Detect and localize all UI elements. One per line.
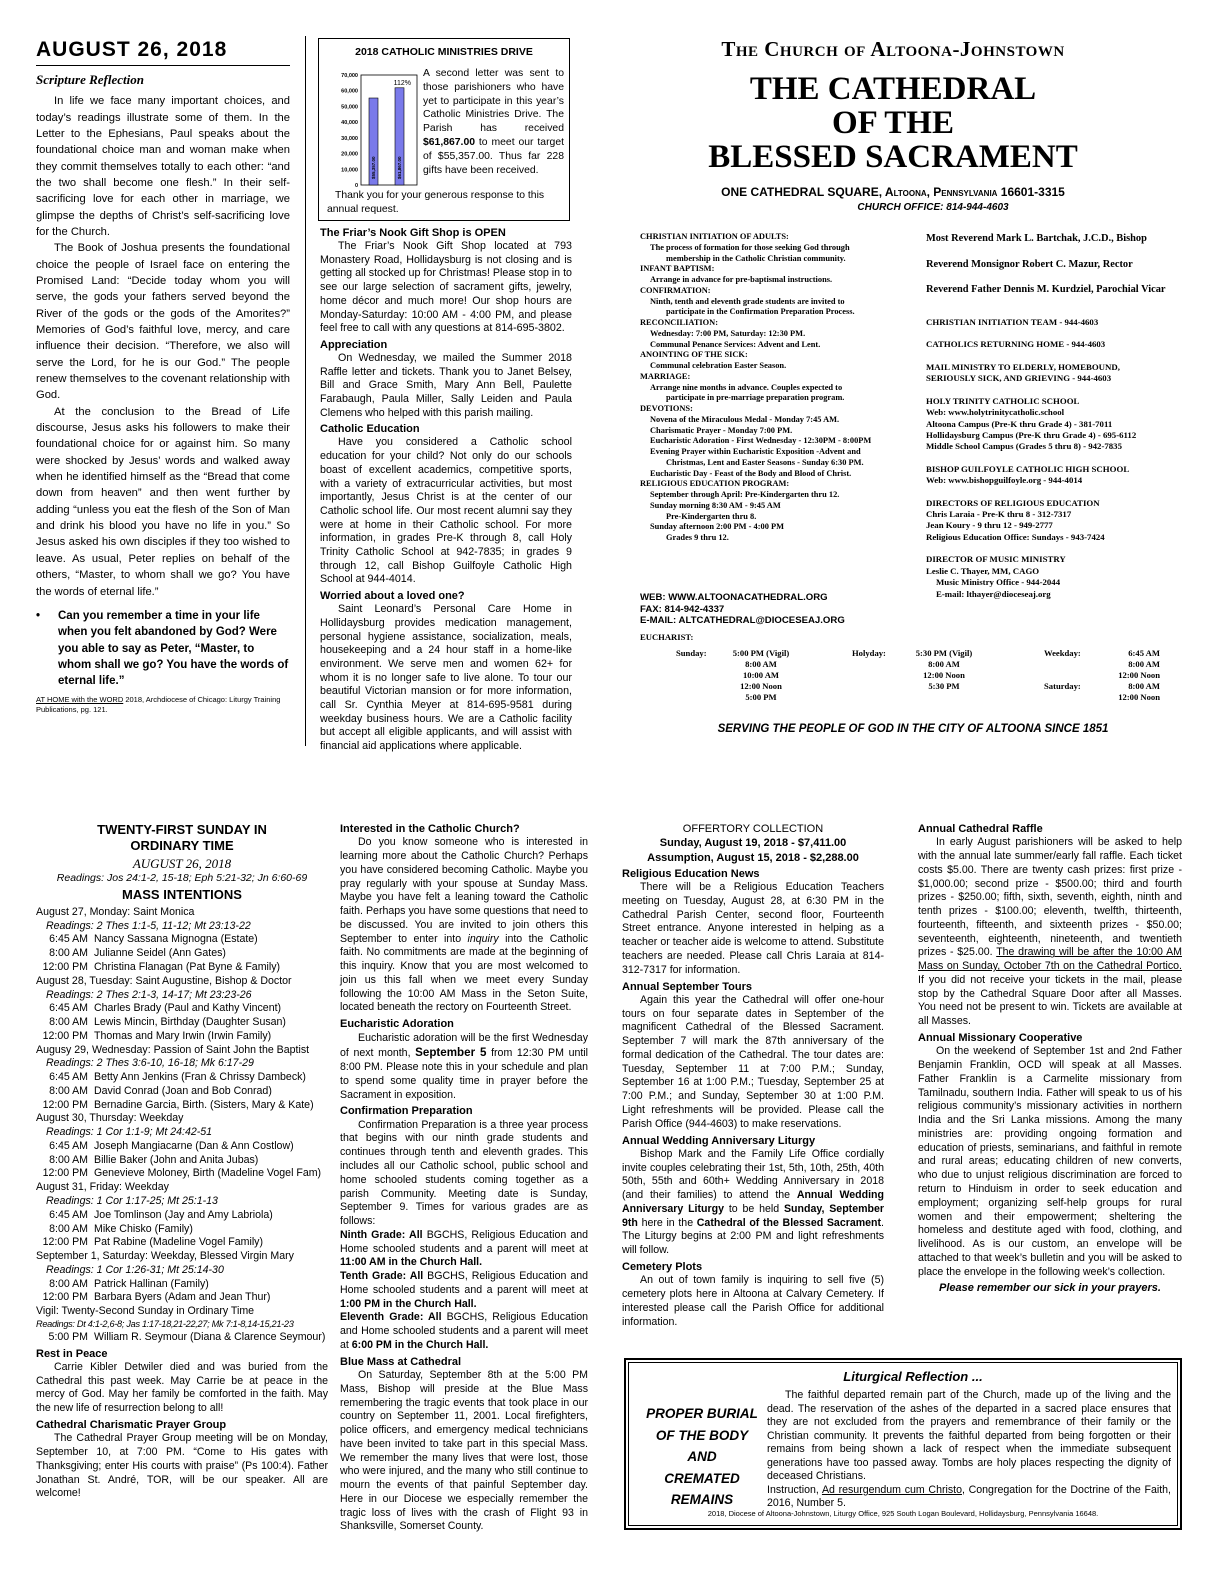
contact-line: DIRECTOR OF MUSIC MINISTRY [926, 554, 1066, 565]
liturgical-reflection-box: Liturgical Reflection ... PROPER BURIAL OF THE BODY AND CREMATED REMAINS The faithful departed remain part of the Church, made up of the living and the dead. The reservation of the ashes of the departed in a sacred place ensures that they are not excluded from the prayers and remembrance of their family or the Christian community. It prevents the faithful departed from being forgotten or their remains from being shown a lack of respect when the immediate subsequent generations have too passed away. Tombs are holy places respecting the dignity of deceased Christians. Instruction, Ad resurgendum cum Christo, Congregation for the Doctrine of the Faith, 2016, Number 5. 2018, Diocese of Altoona-Johnstown, Liturgy Office, 925 South Logan Boulevard, Hollidaysburg, Pennsylvania 16648. [624, 1358, 1182, 1530]
y-tick-label: 60,000 [341, 88, 358, 95]
mass-time: 5:30 PM [928, 681, 960, 691]
contact-line: DIRECTORS OF RELIGIOUS EDUCATION [926, 497, 1100, 508]
sacrament-line: Communal Penance Services: Advent and Lent. [650, 339, 821, 349]
church-office: CHURCH OFFICE: 814-944-4603 [857, 201, 1009, 213]
contact-line: Altoona Campus (Pre-K thru Grade 4) - 381-7011 [926, 418, 1113, 429]
contact-line: Web: www.holytrinitycatholic.school [926, 407, 1065, 418]
clergy-name: Most Reverend Mark L. Bartchak, J.C.D., Bishop [926, 233, 1147, 244]
contact-line: CHRISTIAN INITIATION TEAM - 944-4603 [926, 317, 1099, 327]
sacrament-line: Eucharistic Adoration - First Wednesday - 12:30PM - 8:00PM [650, 436, 872, 446]
cathedral-name-line: BLESSED SACRAMENT [708, 138, 1078, 175]
column-four: Annual Cathedral Raffle In early August parishioners will be asked to help with the annual late summer/early fall raffle. Each ticket costs $5.00. There are twenty cash prizes: first prize - $1,000.00; second prize - $500.00; third and fourth prizes - $250.00; fifth, sixth, seventh, eighth, ninth and tenth prizes - $100.00; eleventh, twelfth, thirteenth, fourteenth, fifteenth, and sixteenth prizes - $50.00; seventeenth, eighteenth, nineteenth, and twentieth prizes - $25.00. The drawing will be after the 10:00 AM Mass on Sunday, October 7th on the Cathedral Portico. If you did not receive your tickets in the mail, please stop by the Cathedral Square Door after all Masses. You need not be present to win. Tickets are available at all Masses. Annual Missionary Cooperative On the weekend of September 1st and 2nd Father Benjamin Franklin, OCD will speak at all Masses. Father Franklin is a Carmelite missionary from Tamilnadu, southern India. Father will speak to us of his religious community’s missionary activities in northern India and the Sri Lanka missions. Among the many ministries are: providing ongoing formation and education of priests, seminarians, and faithful in remote and rural areas; educating children of new converts, who due to unjust religious discrimination are forced to return to Hinduism in order to seek education and employment; organizing self-help groups for rural women and their empowerment; sheltering the homeless and destitute aged with food, clothing, and livelihood. As is our custom, an envelope will be attached to that week’s bulletin and you will be asked to place the envelope in the following week’s collection. Please remember our sick in your prayers. [918, 823, 1182, 1295]
article-heading: The Friar’s Nook Gift Shop is OPEN [320, 227, 506, 239]
drive-thanks: Thank you for your generous response to this annual request. [327, 190, 545, 215]
liturgical-side-title [637, 1403, 767, 1511]
intention-row: 8:00 AM David Conrad (Joan and Bob Conrad) [49, 1084, 272, 1097]
intention-row: 6:45 AM Betty Ann Jenkins (Fran & Chrissy Dambeck) [49, 1071, 306, 1084]
contact-block [926, 362, 1188, 385]
sacrament-title: CONFIRMATION: [640, 285, 711, 295]
intention-row: 12:00 PM Christina Flanagan (Pat Byne & Family) [42, 960, 281, 973]
intentions-title: MASS INTENTIONS [122, 887, 242, 903]
mass-readings: Readings: 2 Thes 1:1-5, 11-12; Mt 23:13-22 [46, 919, 251, 932]
contact-line: Chris Laraia - Pre-K thru 8 - 312-7317 [926, 509, 1072, 520]
sacrament-title: CHRISTIAN INITIATION OF ADULTS: [640, 232, 789, 241]
intention-row: 12:00 PM Barbara Byers (Adam and Jean Thur) [42, 1291, 271, 1304]
clergy-name: Reverend Father Dennis M. Kurdziel, Parochial Vicar [926, 284, 1166, 296]
sacrament-line: Grades 9 thru 12. [666, 533, 729, 542]
contact-line: Jean Koury - 9 thru 12 - 949-2777 [926, 520, 1053, 531]
scripture-heading: Scripture Reflection [36, 72, 144, 88]
intention-row: 12:00 PM Thomas and Mary Irwin (Irwin Family) [42, 1029, 272, 1042]
y-tick-label: 30,000 [341, 135, 358, 142]
sacrament-line: The process of formation for those seeking God through [650, 242, 850, 252]
contact-block [926, 396, 1188, 453]
web-line: FAX: 814-942-4337 [640, 603, 725, 615]
drive-title: 2018 CATHOLIC MINISTRIES DRIVE [355, 46, 533, 58]
grade-item: Ninth Grade: All BGCHS, Religious Education and Home schooled students and a parent will meet at 11:00 AM in the Church Hall. [340, 1228, 589, 1269]
column-two: Interested in the Catholic Church? Do you know someone who is interested in learning more about the Catholic Church? Perhaps you have considered becoming Catholic. Maybe you pray regularly with your spouse at Sunday Mass. Maybe you have felt a leaning toward the Catholic faith. Perhaps you have some questions that need to be discussed. You are invited to join others this September to enter into inquiry into the Catholic faith. No commitments are made at the beginning of this inquiry. Know that you are most welcomed to join us this fall when we meet every Sunday following the 10:00 AM Mass in the Seton Suite, located beneath the rectory on Fourteenth Street. Eucharistic Adoration Eucharistic adoration will be the first Wednesday of next month, September 5 from 12:30 PM until 8:00 PM. Please note this in your schedule and plan to spend some quality time in prayer before the Sacrament in exposition. Confirmation Preparation Confirmation Preparation is a three year process that begins with our ninth grade students and continues through tenth and eleventh grades. This includes all our Catholic school, public school and home schooled students coming together as a parish Community. Meeting date is Sunday, September 9. Times for various grades are as follows: Ninth Grade: All BGCHS, Religious Education and Home schooled students and a parent will meet at 11:00 AM in the Church Hall. Tenth Grade: All BGCHS, Religious Education and Home schooled students and a parent will meet at 1:00 PM in the Church Hall. Eleventh Grade: All BGCHS, Religious Education and Home schooled students and a parent will meet at 6:00 PM in the Church Hall. Blue Mass at Cathedral On Saturday, September 8th at the 5:00 PM Mass, Bishop will preside at the Blue Mass remembering the tragic events that took place in our country on September 11, 2001. Local firefighters, police officers, and emergency medical technicians have been invited to take part in this special Mass. We remember the many lives that were lost, those who were injured, and the many who still continue to mourn the events of that painful September day. Here in our Diocese we especially remember the tragic loss of lives with the crash of Flight 93 in Shanksville, Somerset County. [340, 823, 589, 1533]
mass-day: September 1, Saturday: Weekday, Blessed Virgin Mary [36, 1250, 294, 1263]
sacrament-line: Pre-Kindergarten thru 8. [666, 511, 757, 521]
sacrament-line: Communal celebration Easter Season. [650, 361, 787, 370]
liturgical-text: The faithful departed remain part of the Church, made up of the living and the dead. The reservation of the ashes of the departed in a sacred place ensures that they are not excluded from the prayers and remembrance of their family or the Christian community. It prevents the faithful departed from being forgotten or their remains from being shown a lack of respect when the immediate subsequent generations have too passed away. Tombs are holy places respecting the dignity of deceased Christians. Instruction, Ad resurgendum cum Christo, Congregation for the Doctrine of the Faith, 2016, Number 5. [767, 1389, 1172, 1510]
intention-row: 8:00 AM Billie Baker (John and Anita Jubas) [49, 1153, 259, 1166]
web-line: WEB: WWW.ALTOONACATHEDRAL.ORG [640, 592, 828, 603]
intention-row: 6:45 AM Joseph Mangiacarne (Dan & Ann Costlow) [49, 1139, 294, 1152]
sacrament-line: Sunday morning 8:30 AM - 9:45 AM [650, 500, 781, 510]
contact-block [926, 464, 1188, 487]
intentions-list [36, 906, 328, 1305]
column-three: OFFERTORY COLLECTION Sunday, August 19, 2018 - $7,411.00 Assumption, August 15, 2018 - $2,288.00 Religious Education News There will be a Religious Education Teachers meeting on Tuesday, August 28, at 6:30 PM in the Cathedral Parish Center, second floor, Fourteenth Street entrance. Anyone interested in helping as a teacher or teacher aide is welcome to attend. Substitute teachers are needed. Please call Chris Laraia at 814-312-7317 for information. Annual September Tours Again this year the Cathedral will offer one-hour tours on four separate dates in September of the magnificent Cathedral of the Blessed Sacrament. September 7 will mark the 87th anniversary of the formal dedication of the Cathedral. The tour dates are: Tuesday, September 11 at 7:00 P.M.; Sunday, September 16 at 1:00 P.M.; Tuesday, September 25 at 7:00 P.M.; and Sunday, September 30 at 1:00 P.M. Light refreshments will be provided. Please call the Parish Office (944-4603) to make reservations. Annual Wedding Anniversary Liturgy Bishop Mark and the Family Life Office cordially invite couples celebrating their 1st, 5th, 10th, 25th, 40th 50th, 55th and 60th+ Wedding Anniversary in 2018 (and their families) to attend the Annual Wedding Anniversary Liturgy to be held Sunday, September 9th here in the Cathedral of the Blessed Sacrament. The Liturgy begins at 2:00 PM and light refreshments will follow. Cemetery Plots An out of town family is inquiring to sell five (5) cemetery plots here in Altoona at Calvary Cemetery. If interested please call the Parish Office for additional information. [622, 823, 884, 1328]
mass-readings: Readings: 1 Cor 1:26-31; Mt 25:14-30 [46, 1263, 224, 1276]
percent-label: 112% [393, 80, 411, 87]
date-title: AUGUST 26, 2018 [36, 36, 290, 66]
contact-line: Middle School Campus (Grades 5 thru 8) - 942-7835 [926, 441, 1122, 452]
mass-time: 8:00 AM [1128, 681, 1160, 691]
contact-block [926, 317, 1188, 328]
sacrament-line: participate in pre-marriage preparation program. [666, 393, 845, 403]
y-tick-label: 0 [354, 183, 358, 189]
clergy-list [926, 232, 1186, 309]
contact-block [926, 554, 1188, 600]
sacrament-title: RELIGIOUS EDUCATION PROGRAM: [640, 479, 790, 489]
scripture-body [36, 93, 290, 600]
church-address: ONE CATHEDRAL SQUARE, Altoona, Pennsylvania 16601-3315 [721, 185, 1065, 200]
contact-line: E-mail: lthayer@dioceseaj.org [936, 588, 1051, 599]
sacrament-line: Evening Prayer within Eucharistic Exposition -Advent and [650, 447, 861, 456]
side-title-line: AND [687, 1449, 717, 1465]
grade-schedule [340, 1229, 588, 1353]
sacrament-title: ANOINTING OF THE SICK: [640, 350, 748, 360]
mass-time: 8:00 AM [928, 659, 960, 669]
drive-text: A second letter was sent to those parishioners who have yet to participate in this year’s Catholic Ministries Drive. The Parish has received $61,867.00 to meet our target of $55,357.00. Thus far 228 gifts have been received. [423, 68, 564, 176]
intention-row: 8:00 AM Patrick Hallinan (Family) [49, 1277, 209, 1290]
drive-chart [321, 63, 421, 191]
contact-block [926, 339, 1188, 350]
reflection-question: • Can you remember a time in your life when you felt abandoned by God? Were you able to say as Peter, “Master, to whom shall we go? You have the words of eternal life.” [36, 609, 289, 688]
article-heading: Appreciation [320, 338, 388, 351]
mass-readings: Readings: 1 Cor 1:1-9; Mt 24:42-51 [46, 1126, 213, 1139]
mass-time: 5:30 PM (Vigil) [915, 648, 973, 658]
contact-line: HOLY TRINITY CATHOLIC SCHOOL [926, 395, 1080, 406]
sacrament-line: Arrange nine months in advance. Couples expected to [650, 382, 843, 392]
sacrament-line: Ninth, tenth and eleventh grade students are invited to [650, 296, 845, 306]
article-heading: Catholic Education [320, 423, 420, 436]
contact-line: CATHOLICS RETURNING HOME - 944-4603 [926, 339, 1106, 350]
mass-time: 12:00 Noon [1118, 692, 1160, 702]
contact-block [926, 498, 1188, 544]
mass-day: August 28, Tuesday: Saint Augustine, Bishop & Doctor [36, 974, 292, 987]
intention-row: 6:45 AM Charles Brady (Paul and Kathy Vincent) [49, 1002, 282, 1015]
mass-readings: Readings: 2 Thes 3:6-10, 16-18; Mk 6:17-29 [46, 1057, 254, 1070]
sacrament-line: Charismatic Prayer - Monday 7:00 PM. [650, 425, 793, 435]
sacrament-line: Sunday afternoon 2:00 PM - 4:00 PM [650, 522, 784, 532]
sacrament-line: participate in the Confirmation Preparation Process. [666, 307, 855, 317]
intention-row: 12:00 PM Pat Rabine (Madeline Vogel Family) [42, 1236, 263, 1249]
contact-line: Music Ministry Office - 944-2044 [936, 577, 1061, 588]
contact-line: SERIOUSLY SICK, AND GRIEVING - 944-4603 [926, 373, 1112, 384]
grade-item: Eleventh Grade: All BGCHS, Religious Education and Home schooled students and a parent will meet at 6:00 PM in the Church Hall. [340, 1311, 589, 1351]
y-tick-label: 20,000 [341, 151, 358, 158]
sunday-date: AUGUST 26, 2018 [132, 855, 232, 871]
bar-value-label: $61,867.00 [397, 156, 402, 179]
cathedral-name [600, 73, 1186, 174]
contact-line: Web: www.bishopguilfoyle.org - 944-4014 [926, 475, 1083, 486]
sacrament-line: Christmas, Lent and Easter Seasons - Sunday 6:30 PM. [666, 457, 864, 467]
scripture-column [36, 36, 290, 714]
sacrament-line: Novena of the Miraculous Medal - Monday 7:45 AM. [650, 414, 840, 424]
sacrament-title: RECONCILIATION: [640, 318, 719, 327]
article-body: The Friar’s Nook Gift Shop located at 793 Monastery Road, Hollidaysburg is not closing and is getting all stocked up for Christmas! Please stop in to see our large selection of sacrament gifts, jewelry, home décor and much more! Our shop hours are Monday-Saturday: 10:00 AM - 4:00 PM, and please feel free to call with any questions at 814-695-3802. [320, 240, 572, 335]
intention-row: 12:00 PM Bernadine Garcia, Birth. (Sisters, Mary & Kate) [42, 1098, 314, 1111]
mass-time: 10:00 AM [742, 670, 780, 680]
intention-row: 6:45 AM Nancy Sassana Mignogna (Estate) [49, 933, 258, 946]
side-title-line: PROPER BURIAL [646, 1406, 758, 1421]
mass-column: TWENTY-FIRST SUNDAY IN ORDINARY TIME AUGUST 26, 2018 Readings: Jos 24:1-2, 15-18; Eph 5:21-32; Jn 6:60-69 MASS INTENTIONS August 27, Monday: Saint Monica Readings: 2 Thes 1:1-5, 11-12; Mt 23:13-22 6:45 AM Nancy Sassana Mignogna (Estate) 8:00 AM Julianne Seidel (Ann Gates) 12:00 PM Christina Flanagan (Pat Byne & Family) August 28, Tuesday: Saint Augustine, Bishop & Doctor Readings: 2 Thes 2:1-3, 14-17; Mt 23:23-26 6:45 AM Charles Brady (Paul and Kathy Vincent) 8:00 AM Lewis Mincin, Birthday (Daughter Susan) 12:00 PM Thomas and Mary Irwin (Irwin Family) Augusy 29, Wednesday: Passion of Saint John the Baptist Readings: 2 Thes 3:6-10, 16-18; Mk 6:17-29 6:45 AM Betty Ann Jenkins (Fran & Chrissy Dambeck) 8:00 AM David Conrad (Joan and Bob Conrad) 12:00 PM Bernadine Garcia, Birth. (Sisters, Mary & Kate) August 30, Thursday: Weekday Readings: 1 Cor 1:1-9; Mt 24:42-51 6:45 AM Joseph Mangiacarne (Dan & Ann Costlow) 8:00 AM Billie Baker (John and Anita Jubas) 12:00 PM Genevieve Moloney, Birth (Madeline Vogel Fam) August 31, Friday: Weekday Readings: 1 Cor 1:17-25; Mt 25:1-13 6:45 AM Joe Tomlinson (Jay and Amy Labriola) 8:00 AM Mike Chisko (Family) 12:00 PM Pat Rabine (Madeline Vogel Family) September 1, Saturday: Weekday, Blessed Virgin Mary Readings: 1 Cor 1:26-31; Mt 25:14-30 8:00 AM Patrick Hallinan (Family) 12:00 PM Barbara Byers (Adam and Jean Thur) Vigil: Twenty-Second Sunday in Ordinary Time Readings: Dt 4:1-2,6-8; Jas 1:17-18,21-22,27; Mk 7:1-8,14-15,21-23 5:00 PM William R. Seymour (Diana & Clarence Seymour) Rest in Peace Carrie Kibler Detwiler died and was buried from the Cathedral this past week. May Carrie be at peace in the mercy of God. May her family be comforted in the faith. May the new life of resurrection belong to all! Cathedral Charismatic Prayer Group The Cathedral Prayer Group meeting will be on Monday, September 10, at 7:00 PM. “Come to His gates with Thanksgiving; enter His courts with praise” (Ps 100:4). Father Jonathan St. André, TOR, will be our speaker. All are welcome! [36, 822, 328, 1500]
sacrament-line: September through April: Pre-Kindergarten thru 12. [650, 490, 840, 499]
scripture-source: AT HOME with the WORD 2018, Archdiocese of Chicago: Liturgy Training Publications, pg. 121. [36, 695, 281, 714]
scripture-paragraph: The Book of Joshua presents the foundational choice the people of Israel face on entering the Promised Land: “Decide today whom you will serve, the gods your fathers served beyond the River of the gods or the gods of the Amorites?” Memories of God’s faithful love, mercy, and care influence their decision. “Therefore, we also will serve the Lord, for he is our God.” The people renew themselves to the covenant relationship with God. [36, 242, 290, 402]
middle-top-articles [320, 224, 572, 754]
side-title-line: CREMATED [664, 1470, 740, 1486]
contact-line: MAIL MINISTRY TO ELDERLY, HOMEBOUND, [926, 361, 1120, 372]
clergy-name: Reverend Monsignor Robert C. Mazur, Rector [926, 258, 1133, 270]
y-tick-label: 10,000 [341, 167, 358, 174]
intention-row: 8:00 AM Lewis Mincin, Birthday (Daughter Susan) [49, 1016, 286, 1029]
sacrament-line: Arrange in advance for pre-baptismal instructions. [650, 275, 833, 284]
mass-time: 5:00 PM [745, 692, 777, 702]
sacrament-line: membership in the Catholic Christian community. [666, 253, 846, 263]
article-body: Have you considered a Catholic school education for your child? Not only do our schools boast of excellent academics, competitive sports, with a variety of extracurricular activities, but most importantly, Jesus Christ is at the center of our Catholic school life. Our most recent alumni say they were at home in their Catholic school. For more information, in grades Pre-K through 8, call Holy Trinity Catholic School at 942-7835; in grades 9 through 12, call Bishop Guilfoyle Catholic High School at 944-4014. [320, 436, 572, 586]
mass-day: August 30, Thursday: Weekday [36, 1112, 184, 1125]
church-name: The Church of Altoona-Johnstown [721, 37, 1065, 61]
contact-line: Leslie C. Thayer, MM, CAGO [926, 565, 1040, 576]
mass-time: 5:00 PM (Vigil) [732, 648, 790, 658]
intention-row: 12:00 PM Genevieve Moloney, Birth (Madeline Vogel Fam) [42, 1167, 322, 1180]
y-tick-label: 70,000 [341, 73, 358, 79]
scripture-paragraph: In life we face many important choices, and today’s readings illustrate some of them. In the Letter to the Ephesians, Paul speaks about the foundational choice man and woman make when they commit themselves totally to each other: “and the two shall become one flesh.” In their self-sacrificing love for each other in marriage, we glimpse the depths of Christ’s self-sacrificing love for the Church. [36, 95, 290, 238]
sunday-readings: Readings: Jos 24:1-2, 15-18; Eph 5:21-32; Jn 6:60-69 [56, 872, 308, 885]
mass-day: August 27, Monday: Saint Monica [36, 905, 195, 918]
sacrament-line: Eucharistic Day - Feast of the Body and Blood of Christ. [650, 468, 852, 478]
sacrament-line: Wednesday: 7:00 PM, Saturday: 12:30 PM. [650, 328, 806, 338]
mass-time: 8:00 AM [1128, 659, 1160, 669]
mass-time: 12:00 Noon [923, 670, 965, 680]
y-tick-label: 50,000 [341, 104, 358, 111]
article-body: On Wednesday, we mailed the Summer 2018 Raffle letter and tickets. Thank you to Janet Belsey, Bill and Grace Smith, Mary Ann Bell, Paulette Farabaugh, Paula Miller, Sally Leiden and Paula Clemens who helped with this parish mailing. [320, 351, 572, 419]
sacrament-title: DEVOTIONS: [640, 404, 693, 413]
church-header [600, 36, 1186, 214]
intention-row: 8:00 AM Julianne Seidel (Ann Gates) [49, 947, 226, 960]
mass-time: 12:00 Noon [1118, 670, 1160, 680]
serving-line: SERVING THE PEOPLE OF GOD IN THE CITY OF ALTOONA SINCE 1851 [717, 723, 1109, 735]
y-tick-label: 40,000 [341, 120, 358, 127]
cathedral-name-line: THE CATHEDRAL [749, 71, 1037, 108]
article-heading: Worried about a loved one? [320, 590, 465, 603]
intention-row: 6:45 AM Joe Tomlinson (Jay and Amy Labriola) [49, 1208, 273, 1221]
contact-line: BISHOP GUILFOYLE CATHOLIC HIGH SCHOOL [926, 463, 1130, 474]
contact-line: Hollidaysburg Campus (Pre-K thru Grade 4) - 695-6112 [926, 429, 1137, 440]
web-contact [640, 592, 920, 627]
web-line: E-MAIL: ALTCATHEDRAL@DIOCESEAJ.ORG [640, 615, 845, 626]
mass-time: 6:45 AM [1128, 648, 1160, 658]
mass-day: August 31, Friday: Weekday [36, 1181, 169, 1194]
eucharist-schedule: EUCHARIST: Sunday: 5:00 PM (Vigil) 8:00 AM 10:00 AM 12:00 Noon 5:00 PM Holyday: 5:30 PM (Vigil) 8:00 AM 12:00 Noon 5:30 PM Weekday: 6:45 AM 8:00 AM 12:00 Noon Saturday: 8:00 AM 12:00 Noon [640, 632, 1160, 702]
article-body: Saint Leonard’s Personal Care Home in Hollidaysburg provides medication management, personal hygiene assistance, socialization, meals, housekeeping and a 24 hour staff in a home-like environment. We serve men and women 62+ for whom it is no longer safe to live alone. To tour our beautiful Victorian mansion or for more information, call Sr. Cynthia Meyer at 814-695-9581 during weekday business hours. We are a Catholic facility but accept all eligible applicants, and will assist with financial aid applications where applicable. [320, 603, 572, 752]
vigil-mass: 5:00 PM William R. Seymour (Diana & Clarence Seymour) [48, 1330, 326, 1343]
sacrament-title: INFANT BAPTISM: [640, 264, 715, 274]
cathedral-name-line: OF THE [832, 104, 954, 141]
contact-line: Religious Education Office: Sundays - 943-7424 [926, 531, 1105, 542]
ministries-drive-box [318, 38, 570, 221]
sunday-title: TWENTY-FIRST SUNDAY IN ORDINARY TIME [97, 822, 267, 854]
column-divider [305, 36, 306, 746]
sacraments-list [640, 232, 920, 544]
intention-row: 8:00 AM Mike Chisko (Family) [49, 1222, 193, 1235]
mass-readings: Readings: 2 Thes 2:1-3, 14-17; Mt 23:23-26 [46, 988, 252, 1001]
sacrament-title: MARRIAGE: [640, 371, 691, 381]
bar-value-label: $55,357.00 [371, 156, 376, 179]
mass-day: Augusy 29, Wednesday: Passion of Saint John the Baptist [36, 1043, 310, 1056]
contacts-list [926, 317, 1188, 600]
side-title-line: REMAINS [670, 1492, 734, 1508]
mass-time: 12:00 Noon [740, 681, 782, 691]
mass-time: 8:00 AM [745, 659, 777, 669]
mass-readings: Readings: 1 Cor 1:17-25; Mt 25:1-13 [46, 1195, 218, 1207]
side-title-line: OF THE BODY [655, 1427, 749, 1443]
scripture-paragraph: At the conclusion to the Bread of Life discourse, Jesus asks his followers to make their foundational choice for or against him. So many were shocked by Jesus’ words and walked away when he identified himself as the “Bread that come down from heaven” and then went further by adding “unless you eat the flesh of the Son of Man and drink his blood you have no life in you.” So Jesus asked his own disciples if they too wished to leave. As usual, Peter replies on behalf of the others, “Master, to whom shall we go? You have the words of eternal life.” [36, 405, 290, 598]
grade-item: Tenth Grade: All BGCHS, Religious Education and Home schooled students and a parent will meet at 1:00 PM in the Church Hall. [340, 1270, 588, 1310]
